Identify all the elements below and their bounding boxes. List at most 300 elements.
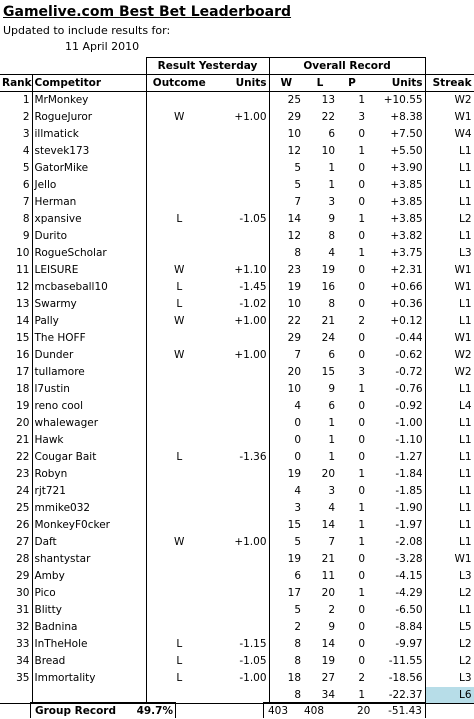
wins-cell: 2 xyxy=(294,621,302,633)
outcome-cell: L xyxy=(176,672,183,684)
outcome-cell xyxy=(146,568,212,585)
wins-cell: 5 xyxy=(294,604,302,616)
pushes-cell: 0 xyxy=(358,638,366,650)
units-yesterday-cell xyxy=(212,483,269,500)
pushes-cell: 0 xyxy=(358,570,366,582)
competitor-cell: Badnina xyxy=(32,619,146,636)
pushes-cell: 0 xyxy=(358,162,366,174)
rank-cell: 29 xyxy=(16,570,30,582)
units-yesterday-cell: -1.15 xyxy=(212,636,269,653)
units-cell: -0.92 xyxy=(367,398,425,415)
table-row xyxy=(0,449,474,466)
outcome-cell xyxy=(146,500,212,517)
pushes-cell: 0 xyxy=(358,400,366,412)
pushes-cell: 0 xyxy=(358,196,366,208)
units-yesterday-cell xyxy=(212,517,269,534)
col-w: W xyxy=(269,75,303,92)
wins-cell: 12 xyxy=(287,230,302,242)
outcome-cell: L xyxy=(176,451,183,463)
pushes-cell: 0 xyxy=(358,485,366,497)
competitor-cell: mmike032 xyxy=(32,500,146,517)
units-cell: +0.12 xyxy=(367,313,425,330)
units-yesterday-cell: +1.10 xyxy=(212,262,269,279)
table-row xyxy=(0,534,474,551)
pushes-cell: 1 xyxy=(337,687,367,704)
units-cell: -4.29 xyxy=(367,585,425,602)
pushes-cell: 0 xyxy=(358,417,366,429)
group-record-label-box xyxy=(30,702,176,718)
units-yesterday-cell: +1.00 xyxy=(212,534,269,551)
table-row xyxy=(0,381,474,398)
table-row xyxy=(0,585,474,602)
outcome-cell xyxy=(146,228,212,245)
pushes-cell: 0 xyxy=(358,332,366,344)
wins-cell: 19 xyxy=(287,468,302,480)
losses-cell: 10 xyxy=(321,145,336,157)
pushes-cell: 1 xyxy=(358,213,366,225)
rank-cell: 34 xyxy=(16,655,30,667)
competitor-cell: Amby xyxy=(32,568,146,585)
units-yesterday-cell xyxy=(212,585,269,602)
streak-cell: W1 xyxy=(425,262,474,279)
outcome-cell: L xyxy=(176,298,183,310)
table-row xyxy=(0,228,474,245)
units-cell: -1.85 xyxy=(367,483,425,500)
units-yesterday-cell: -1.00 xyxy=(212,670,269,687)
table-row xyxy=(0,551,474,568)
table-row xyxy=(0,194,474,211)
table-row xyxy=(0,347,474,364)
result-yesterday-header: Result Yesterday xyxy=(146,58,269,75)
group-header-row xyxy=(0,58,474,75)
units-cell: +8.38 xyxy=(367,109,425,126)
group-record-totals-box xyxy=(263,702,426,718)
units-yesterday-cell xyxy=(212,330,269,347)
competitor-cell: Pico xyxy=(32,585,146,602)
units-yesterday-cell: -1.45 xyxy=(212,279,269,296)
group-record-p: 20 xyxy=(357,705,371,717)
losses-cell: 4 xyxy=(328,502,336,514)
units-cell: -8.84 xyxy=(367,619,425,636)
units-yesterday-cell xyxy=(212,228,269,245)
units-cell: -6.50 xyxy=(367,602,425,619)
units-cell: -3.28 xyxy=(367,551,425,568)
pushes-cell: 0 xyxy=(358,230,366,242)
rank-cell: 3 xyxy=(22,128,30,140)
competitor-cell: GatorMike xyxy=(32,160,146,177)
rank-cell: 1 xyxy=(22,94,30,107)
streak-cell: W2 xyxy=(425,347,474,364)
col-l: L xyxy=(303,75,337,92)
streak-cell: L1 xyxy=(425,517,474,534)
col-p: P xyxy=(337,75,367,92)
units-cell: -1.00 xyxy=(367,415,425,432)
losses-cell: 20 xyxy=(321,587,336,599)
rank-cell: 9 xyxy=(22,230,30,242)
outcome-cell xyxy=(146,92,212,109)
wins-cell: 18 xyxy=(287,672,302,684)
competitor-cell: stevek173 xyxy=(32,143,146,160)
losses-cell: 24 xyxy=(321,332,336,344)
rank-cell: 25 xyxy=(16,502,30,514)
column-header-row xyxy=(0,75,474,92)
table-row xyxy=(0,245,474,262)
rank-cell: 17 xyxy=(16,366,30,378)
units-cell: -2.08 xyxy=(367,534,425,551)
outcome-cell xyxy=(146,585,212,602)
col-units: Units xyxy=(367,75,425,92)
streak-cell: W2 xyxy=(425,92,474,109)
outcome-cell xyxy=(146,415,212,432)
table-row xyxy=(0,619,474,636)
streak-cell: L5 xyxy=(425,619,474,636)
rank-cell: 8 xyxy=(22,213,30,225)
outcome-cell xyxy=(146,432,212,449)
streak-cell: L3 xyxy=(425,568,474,585)
units-yesterday-cell: +1.00 xyxy=(212,347,269,364)
rank-cell: 26 xyxy=(16,519,30,531)
table-row xyxy=(0,126,474,143)
losses-cell: 13 xyxy=(321,94,336,107)
outcome-cell: L xyxy=(176,281,183,293)
units-yesterday-cell: +1.00 xyxy=(212,313,269,330)
streak-cell: L1 xyxy=(425,602,474,619)
outcome-cell xyxy=(146,517,212,534)
competitor-cell: whalewager xyxy=(32,415,146,432)
losses-cell: 6 xyxy=(328,349,336,361)
col-competitor: Competitor xyxy=(32,75,146,92)
pushes-cell: 0 xyxy=(358,553,366,565)
units-yesterday-cell: -1.36 xyxy=(212,449,269,466)
group-record-w: 403 xyxy=(268,705,289,717)
competitor-cell: Robyn xyxy=(32,466,146,483)
rank-cell: 20 xyxy=(16,417,30,429)
units-yesterday-cell xyxy=(212,126,269,143)
losses-cell: 7 xyxy=(328,536,336,548)
losses-cell: 16 xyxy=(321,281,336,293)
competitor-cell: tullamore xyxy=(32,364,146,381)
wins-cell: 22 xyxy=(287,315,302,327)
wins-cell: 0 xyxy=(294,451,302,463)
rank-cell: 13 xyxy=(16,298,30,310)
units-cell: +5.50 xyxy=(367,143,425,160)
losses-cell: 2 xyxy=(328,604,336,616)
outcome-cell xyxy=(146,381,212,398)
streak-cell: L3 xyxy=(425,670,474,687)
units-cell: -11.55 xyxy=(367,653,425,670)
losses-cell: 11 xyxy=(321,570,336,582)
wins-cell: 8 xyxy=(269,687,303,704)
losses-cell: 8 xyxy=(328,298,336,310)
table-row xyxy=(0,432,474,449)
table-row xyxy=(0,415,474,432)
streak-cell: L1 xyxy=(425,432,474,449)
outcome-cell xyxy=(146,126,212,143)
streak-cell: L1 xyxy=(425,160,474,177)
pushes-cell: 1 xyxy=(358,383,366,395)
wins-cell: 3 xyxy=(294,502,302,514)
outcome-cell xyxy=(146,143,212,160)
outcome-cell: L xyxy=(176,638,183,650)
table-row xyxy=(0,500,474,517)
rank-cell: 31 xyxy=(16,604,30,616)
rank-cell: 23 xyxy=(16,468,30,480)
pushes-cell: 0 xyxy=(358,621,366,633)
table-row xyxy=(0,109,474,126)
units-yesterday-cell xyxy=(212,568,269,585)
wins-cell: 10 xyxy=(287,383,302,395)
rank-cell: 35 xyxy=(16,672,30,684)
wins-cell: 0 xyxy=(294,417,302,429)
streak-cell: L1 xyxy=(425,296,474,313)
losses-cell: 3 xyxy=(328,196,336,208)
units-yesterday-cell xyxy=(212,364,269,381)
rank-cell: 32 xyxy=(16,621,30,633)
rank-cell: 19 xyxy=(16,400,30,412)
losses-cell: 1 xyxy=(328,451,336,463)
streak-cell: L1 xyxy=(425,313,474,330)
table-row xyxy=(0,296,474,313)
streak-cell: L1 xyxy=(425,466,474,483)
units-cell: +7.50 xyxy=(367,126,425,143)
units-yesterday-cell xyxy=(212,177,269,194)
units-yesterday-cell: +1.00 xyxy=(212,109,269,126)
outcome-cell: W xyxy=(174,349,185,361)
col-units-yesterday: Units xyxy=(212,75,269,92)
competitor-cell: RogueScholar xyxy=(32,245,146,262)
leaderboard-title: Gamelive.com Best Bet Leaderboard xyxy=(3,4,292,20)
rank-cell: 10 xyxy=(16,247,30,259)
streak-cell: L4 xyxy=(425,398,474,415)
rank-cell: 2 xyxy=(22,111,30,123)
rank-cell: 30 xyxy=(16,587,30,599)
table-row xyxy=(0,330,474,347)
wins-cell: 4 xyxy=(294,485,302,497)
table-row xyxy=(0,483,474,500)
losses-cell: 21 xyxy=(321,553,336,565)
losses-cell: 1 xyxy=(328,417,336,429)
competitor-cell: Swarmy xyxy=(32,296,146,313)
group-record-pct: 49.7% xyxy=(136,705,173,717)
units-yesterday-cell xyxy=(212,143,269,160)
streak-cell: L3 xyxy=(425,245,474,262)
updated-date: 11 April 2010 xyxy=(65,40,140,53)
losses-cell: 15 xyxy=(321,366,336,378)
streak-cell: L1 xyxy=(425,194,474,211)
col-outcome: Outcome xyxy=(146,75,212,92)
losses-cell: 19 xyxy=(321,655,336,667)
units-cell: -1.27 xyxy=(367,449,425,466)
losses-cell: 9 xyxy=(328,213,336,225)
units-yesterday-cell xyxy=(212,602,269,619)
pushes-cell: 0 xyxy=(358,179,366,191)
streak-cell: L2 xyxy=(425,211,474,228)
units-cell: -4.15 xyxy=(367,568,425,585)
wins-cell: 14 xyxy=(287,213,302,225)
competitor-cell: MrMonkey xyxy=(32,92,146,109)
units-cell: -0.76 xyxy=(367,381,425,398)
outcome-cell xyxy=(146,194,212,211)
competitor-cell: reno cool xyxy=(32,398,146,415)
table-row xyxy=(0,262,474,279)
rank-cell: 21 xyxy=(16,434,30,446)
rank-cell: 27 xyxy=(16,536,30,548)
wins-cell: 5 xyxy=(294,162,302,174)
table-row xyxy=(0,517,474,534)
units-cell: +3.85 xyxy=(367,211,425,228)
wins-cell: 19 xyxy=(287,281,302,293)
wins-cell: 15 xyxy=(287,519,302,531)
outcome-cell: W xyxy=(174,111,185,123)
overall-record-header: Overall Record xyxy=(269,58,425,75)
outcome-cell xyxy=(146,330,212,347)
streak-cell: W1 xyxy=(425,279,474,296)
pushes-cell: 0 xyxy=(358,298,366,310)
group-record-l: 408 xyxy=(304,705,325,717)
rank-cell: 33 xyxy=(16,638,30,650)
competitor-cell: rjt721 xyxy=(32,483,146,500)
streak-cell: L2 xyxy=(425,636,474,653)
rank-cell: 18 xyxy=(16,383,30,395)
outcome-cell xyxy=(146,160,212,177)
competitor-cell: Immortality xyxy=(32,670,146,687)
losses-cell: 34 xyxy=(303,687,337,704)
units-cell: +10.55 xyxy=(367,92,425,109)
table-row xyxy=(0,143,474,160)
competitor-cell xyxy=(32,687,146,704)
table-row xyxy=(0,364,474,381)
units-cell: -1.90 xyxy=(367,500,425,517)
updated-subtitle: Updated to include results for: xyxy=(3,24,171,37)
rank-cell: 24 xyxy=(16,485,30,497)
losses-cell: 19 xyxy=(321,264,336,276)
table-row xyxy=(0,466,474,483)
competitor-cell: RogueJuror xyxy=(32,109,146,126)
wins-cell: 7 xyxy=(294,349,302,361)
units-cell: -1.84 xyxy=(367,466,425,483)
streak-cell: L2 xyxy=(425,653,474,670)
units-yesterday-cell xyxy=(212,500,269,517)
table-row xyxy=(0,177,474,194)
units-cell: -1.10 xyxy=(367,432,425,449)
losses-cell: 14 xyxy=(321,638,336,650)
pushes-cell: 0 xyxy=(358,655,366,667)
units-cell: +0.66 xyxy=(367,279,425,296)
rank-cell: 28 xyxy=(16,553,30,565)
wins-cell: 20 xyxy=(287,366,302,378)
wins-cell: 8 xyxy=(294,638,302,650)
units-cell: +2.31 xyxy=(367,262,425,279)
pushes-cell: 0 xyxy=(358,604,366,616)
competitor-cell: Dunder xyxy=(32,347,146,364)
pushes-cell: 1 xyxy=(358,587,366,599)
losses-cell: 6 xyxy=(328,400,336,412)
pushes-cell: 3 xyxy=(358,111,366,123)
competitor-cell: MonkeyF0cker xyxy=(32,517,146,534)
competitor-cell: Cougar Bait xyxy=(32,449,146,466)
competitor-cell: The HOFF xyxy=(32,330,146,347)
table-row xyxy=(0,568,474,585)
outcome-cell xyxy=(146,602,212,619)
losses-cell: 14 xyxy=(321,519,336,531)
competitor-cell: illmatick xyxy=(32,126,146,143)
units-yesterday-cell: -1.05 xyxy=(212,211,269,228)
losses-cell: 20 xyxy=(321,468,336,480)
outcome-cell xyxy=(146,398,212,415)
group-record-label: Group Record xyxy=(35,705,116,717)
units-yesterday-cell xyxy=(212,687,269,704)
pushes-cell: 0 xyxy=(358,434,366,446)
table-row xyxy=(0,653,474,670)
competitor-cell: Bread xyxy=(32,653,146,670)
streak-cell: L1 xyxy=(425,449,474,466)
units-cell: -22.37 xyxy=(367,687,425,704)
pushes-cell: 1 xyxy=(358,247,366,259)
wins-cell: 10 xyxy=(287,298,302,310)
wins-cell: 10 xyxy=(287,128,302,140)
pushes-cell: 1 xyxy=(358,536,366,548)
units-yesterday-cell xyxy=(212,415,269,432)
wins-cell: 17 xyxy=(287,587,302,599)
losses-cell: 3 xyxy=(328,485,336,497)
table-row xyxy=(0,160,474,177)
streak-cell: L1 xyxy=(425,534,474,551)
pushes-cell: 0 xyxy=(358,281,366,293)
wins-cell: 6 xyxy=(294,570,302,582)
outcome-cell xyxy=(146,245,212,262)
leaderboard-rows xyxy=(0,92,474,704)
units-cell: +3.90 xyxy=(367,160,425,177)
pushes-cell: 2 xyxy=(358,315,366,327)
units-cell: -0.72 xyxy=(367,364,425,381)
pushes-cell: 1 xyxy=(358,145,366,157)
streak-cell: L1 xyxy=(425,381,474,398)
outcome-cell xyxy=(146,687,212,704)
outcome-cell: W xyxy=(174,264,185,276)
competitor-cell: Herman xyxy=(32,194,146,211)
units-cell: -9.97 xyxy=(367,636,425,653)
col-streak: Streak xyxy=(425,75,474,92)
units-yesterday-cell xyxy=(212,398,269,415)
losses-cell: 1 xyxy=(328,434,336,446)
units-yesterday-cell xyxy=(212,381,269,398)
losses-cell: 22 xyxy=(321,111,336,123)
table-row xyxy=(0,398,474,415)
table-row xyxy=(0,602,474,619)
outcome-cell xyxy=(146,619,212,636)
table-row xyxy=(0,92,474,109)
wins-cell: 23 xyxy=(287,264,302,276)
competitor-cell: Daft xyxy=(32,534,146,551)
streak-cell: W4 xyxy=(425,126,474,143)
units-cell: -0.44 xyxy=(367,330,425,347)
units-yesterday-cell xyxy=(212,619,269,636)
streak-cell: L2 xyxy=(425,585,474,602)
rank-cell: 4 xyxy=(22,145,30,157)
table-row xyxy=(0,687,474,704)
streak-cell: W1 xyxy=(425,109,474,126)
competitor-cell: Pally xyxy=(32,313,146,330)
wins-cell: 29 xyxy=(287,111,302,123)
pushes-cell: 1 xyxy=(358,502,366,514)
wins-cell: 25 xyxy=(287,94,302,107)
streak-cell: L1 xyxy=(425,483,474,500)
competitor-cell: shantystar xyxy=(32,551,146,568)
outcome-cell xyxy=(146,551,212,568)
streak-cell: W2 xyxy=(425,364,474,381)
competitor-cell: xpansive xyxy=(32,211,146,228)
group-record-units: -51.43 xyxy=(388,705,422,717)
